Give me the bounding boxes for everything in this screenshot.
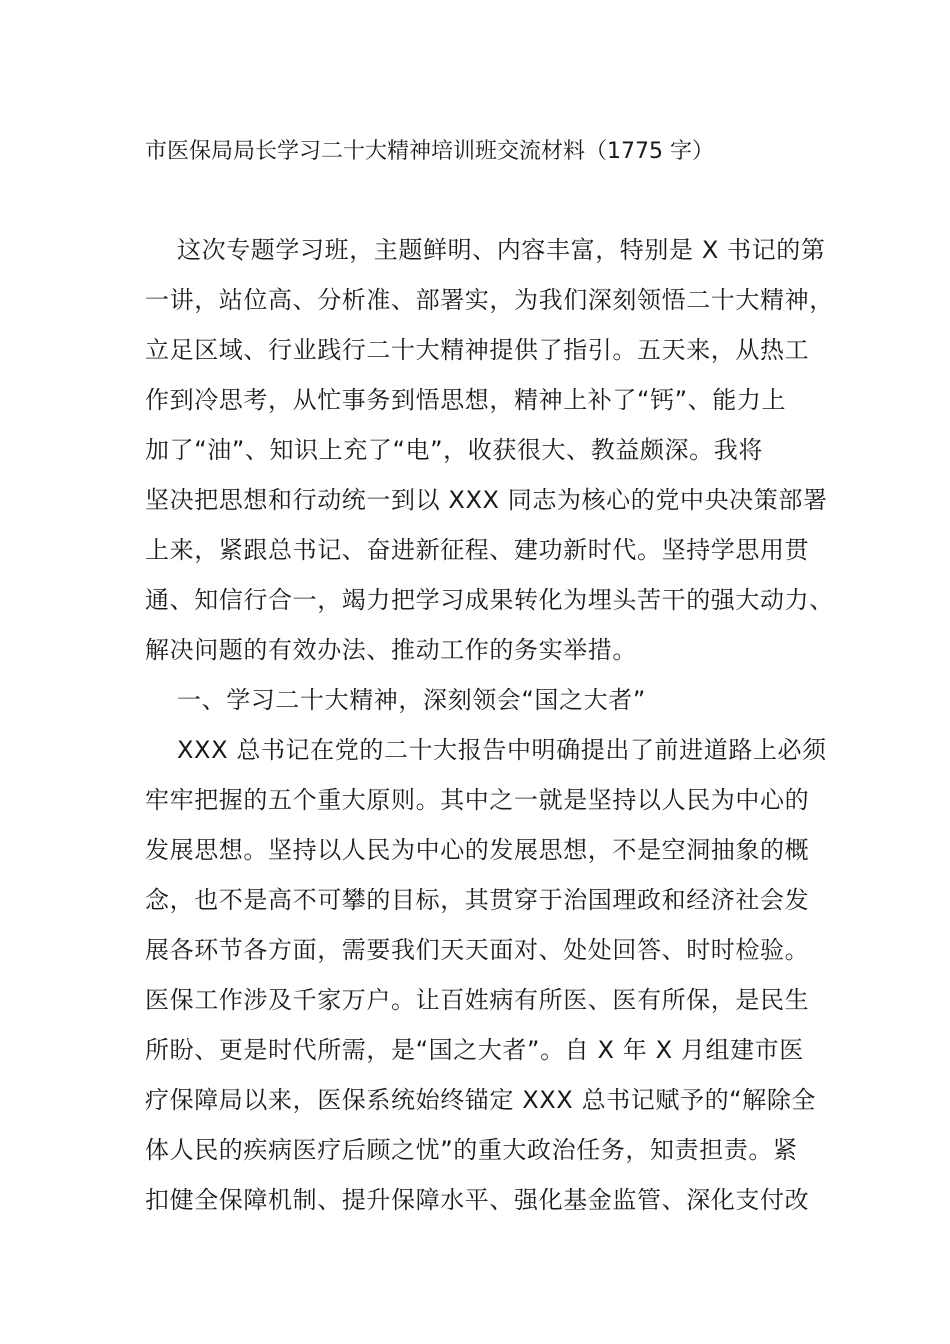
paragraph-line: 医保工作涉及千家万户。让百姓病有所医、医有所保，是民生 [145,986,810,1014]
paragraph-line: 发展思想。坚持以人民为中心的发展思想，不是空洞抽象的概 [145,836,810,864]
paragraph-line: 上来，紧跟总书记、奋进新征程、建功新时代。坚持学思用贯 [145,536,810,564]
paragraph-line: 作到冷思考，从忙事务到悟思想，精神上补了“钙”、能力上 [145,386,787,414]
paragraph-line: 这次专题学习班，主题鲜明、内容丰富，特别是 X 书记的第 [177,236,826,264]
paragraph-line: XXX 总书记在党的二十大报告中明确提出了前进道路上必须 [177,736,827,764]
paragraph-line: 念，也不是高不可攀的目标，其贯穿于治国理政和经济社会发 [145,886,810,914]
document-title: 市医保局局长学习二十大精神培训班交流材料（1775 字） [145,139,714,164]
paragraph-line: 牢牢把握的五个重大原则。其中之一就是坚持以人民为中心的 [145,786,810,814]
paragraph-line: 所盼、更是时代所需，是“国之大者”。自 X 年 X 月组建市医 [145,1036,804,1064]
paragraph-line: 坚决把思想和行动统一到以 XXX 同志为核心的党中央决策部署 [145,486,828,514]
paragraph-line: 解决问题的有效办法、推动工作的务实举措。 [145,636,637,664]
paragraph-line: 一讲，站位高、分析准、部署实，为我们深刻领悟二十大精神， [145,286,834,314]
section-heading: 一、学习二十大精神，深刻领会“国之大者” [177,686,646,714]
paragraph-line: 展各环节各方面，需要我们天天面对、处处回答、时时检验。 [145,936,810,964]
paragraph-line: 通、知信行合一，竭力把学习成果转化为埋头苦干的强大动力、 [145,586,834,614]
paragraph-line: 立足区域、行业践行二十大精神提供了指引。五天来，从热工 [145,336,810,364]
paragraph-line: 扣健全保障机制、提升保障水平、强化基金监管、深化支付改 [145,1186,810,1214]
paragraph-line: 加了“油”、知识上充了“电”，收获很大、教益颇深。我将 [145,436,763,464]
paragraph-line: 体人民的疾病医疗后顾之忧”的重大政治任务，知责担责。紧 [145,1136,798,1164]
paragraph-line: 疗保障局以来，医保系统始终锚定 XXX 总书记赋予的“解除全 [145,1086,817,1114]
